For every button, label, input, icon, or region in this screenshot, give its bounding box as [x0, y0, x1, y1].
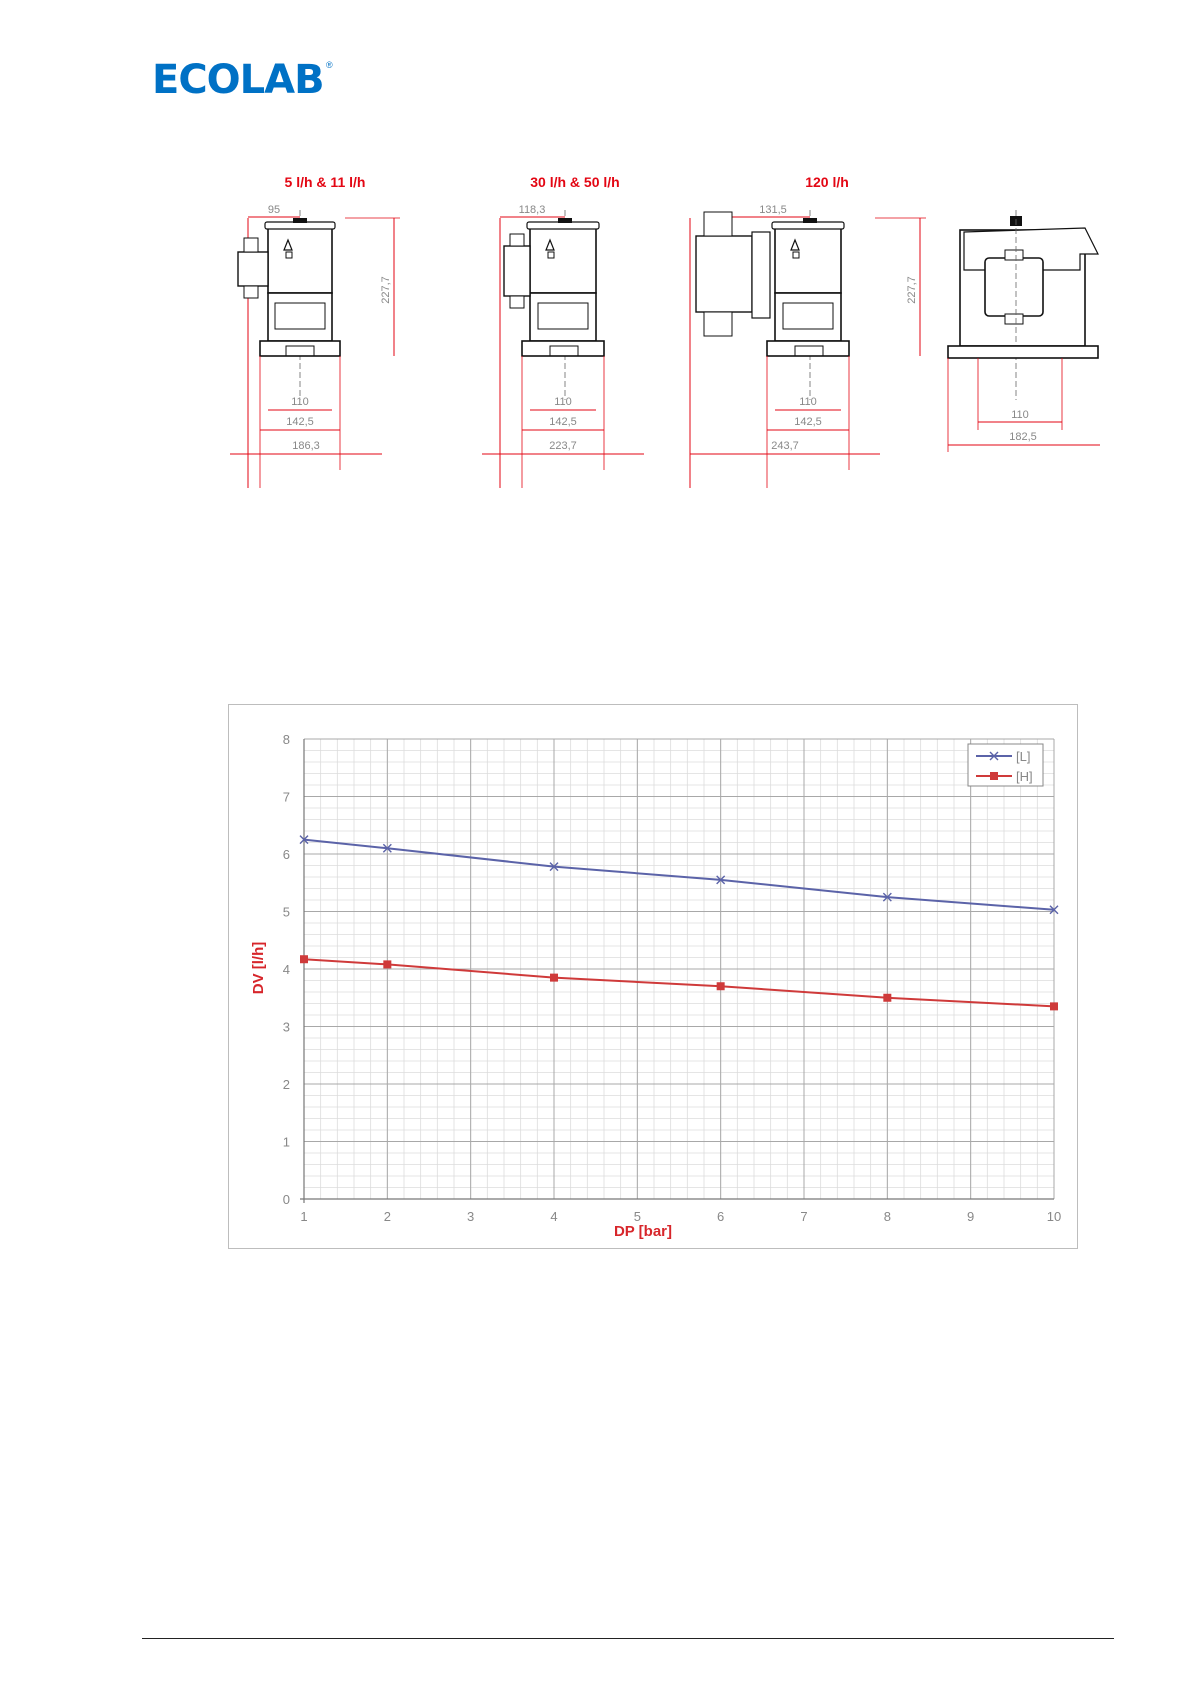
view-3-head-offset: 131,5	[759, 204, 787, 216]
view-4-base-inner: 110	[1011, 409, 1029, 421]
view-3-title: 120 l/h	[805, 174, 849, 190]
y-tick-label: 8	[282, 732, 290, 747]
y-tick-label: 6	[282, 847, 290, 862]
view-4-total-width: 182,5	[1009, 431, 1037, 443]
legend-label: [H]	[1016, 769, 1033, 784]
y-tick-label: 5	[282, 904, 290, 920]
data-point-h	[550, 974, 558, 982]
view-1-base-inner: 110	[291, 396, 309, 408]
x-tick-label: 6	[717, 1209, 725, 1224]
y-tick-label: 1	[282, 1134, 290, 1150]
x-tick-label: 3	[467, 1209, 475, 1224]
y-axis-label: DV [l/h]	[250, 941, 267, 995]
view-3-base-outer: 142,5	[794, 416, 822, 428]
drawing-view-1	[230, 174, 400, 488]
view-3-height: 227,7	[906, 276, 918, 304]
x-tick-label: 5	[633, 1209, 641, 1224]
x-tick-label: 4	[550, 1209, 558, 1224]
data-point-h	[717, 982, 725, 990]
legend-label: [L]	[1016, 749, 1031, 764]
flow-pressure-chart	[228, 704, 1078, 1249]
view-2-base-outer: 142,5	[549, 416, 577, 428]
drawing-view-4	[948, 210, 1100, 452]
logo-registered-mark: ®	[326, 60, 333, 70]
data-point-h	[300, 955, 308, 963]
x-tick-label: 9	[967, 1209, 975, 1224]
view-1-total-width: 186,3	[292, 440, 320, 452]
data-point-h	[383, 960, 391, 968]
x-tick-label: 10	[1046, 1209, 1062, 1224]
drawing-view-3	[690, 174, 926, 488]
drawing-view-2	[482, 174, 644, 488]
chart-legend	[968, 744, 1043, 786]
y-tick-label: 3	[282, 1019, 290, 1035]
view-3-base-inner: 110	[799, 396, 817, 408]
data-point-h	[883, 994, 891, 1002]
y-tick-label: 2	[282, 1077, 290, 1092]
y-tick-label: 4	[282, 962, 290, 977]
footer-rule	[142, 1638, 1114, 1639]
chart-frame	[229, 705, 1078, 1249]
x-axis-label: DP [bar]	[613, 1223, 673, 1240]
view-2-head-offset: 118,3	[518, 204, 546, 216]
view-1-head-offset: 95	[267, 204, 281, 216]
view-3-total-width: 243,7	[771, 440, 799, 452]
ecolab-logo	[152, 57, 333, 103]
logo-wordmark: ECOLAB	[152, 57, 324, 103]
view-2-total-width: 223,7	[549, 440, 577, 452]
data-point-h	[1050, 1002, 1058, 1010]
pump-dimension-drawings	[220, 170, 1120, 510]
x-tick-label: 7	[800, 1209, 808, 1224]
view-1-title: 5 l/h & 11 l/h	[284, 174, 366, 190]
x-tick-label: 8	[883, 1209, 891, 1224]
view-2-title: 30 l/h & 50 l/h	[530, 174, 620, 190]
y-tick-labels	[283, 732, 290, 1207]
y-tick-label: 7	[282, 789, 290, 805]
view-1-height: 227,7	[380, 276, 392, 304]
y-tick-label: 0	[282, 1192, 290, 1207]
x-tick-label: 2	[383, 1209, 391, 1224]
x-tick-label: 1	[300, 1209, 308, 1224]
view-2-base-inner: 110	[554, 396, 572, 408]
view-1-base-outer: 142,5	[286, 416, 314, 428]
legend-marker	[990, 772, 998, 780]
